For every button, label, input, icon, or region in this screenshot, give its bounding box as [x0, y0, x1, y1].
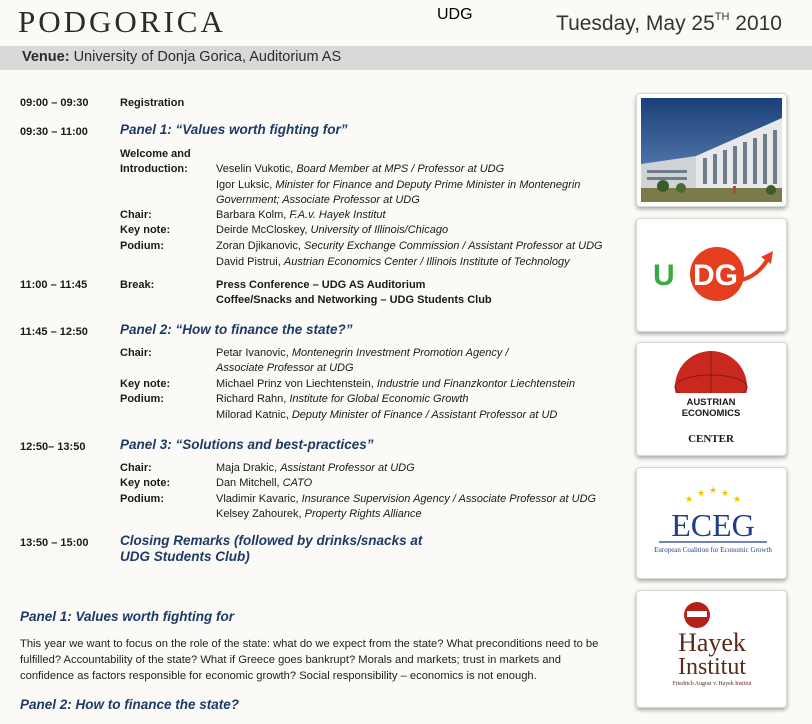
eceg-logo-card — [636, 467, 787, 579]
time-panel3: 12:50– 13:50 — [20, 441, 86, 453]
speaker-name: Deirde McCloskey, — [216, 224, 311, 236]
closing-title-2: UDG Students Club) — [120, 549, 250, 564]
speaker-name: Maja Drakic, — [216, 462, 281, 474]
speaker-role: Industrie und Finanzkontor Liechtenstein — [376, 378, 575, 390]
podium2-speaker-b — [216, 408, 557, 423]
time-panel1: 09:30 – 11:00 — [20, 126, 88, 138]
speaker-role: Associate Professor at UDG — [216, 362, 354, 374]
podium1-speaker-b — [216, 255, 570, 270]
speaker-role: University of Illinois/Chicago — [310, 224, 449, 236]
hayek-institut-card — [636, 590, 787, 708]
eceg-subtitle: European Coalition for Economic Growth — [654, 546, 772, 554]
podium3-speaker-a — [216, 492, 596, 507]
speaker-role: Assistant Professor at UDG — [280, 462, 415, 474]
time-panel2: 11:45 – 12:50 — [20, 326, 88, 338]
speaker-name: Dan Mitchell, — [216, 477, 283, 489]
svg-text:★: ★ — [733, 495, 742, 505]
aec-line-3: CENTER — [688, 433, 734, 445]
speaker-role: Minister for Finance and Deputy Prime Minister in Montenegrin — [275, 179, 581, 191]
chair1-speaker — [216, 208, 386, 223]
registration-label: Registration — [120, 97, 185, 109]
speaker-vukotic — [216, 162, 504, 177]
campus-photo — [641, 98, 782, 202]
speaker-name: Vladimir Kavaric, — [216, 493, 302, 505]
welcome-label-1: Welcome and — [120, 148, 191, 160]
panel3-title: Panel 3: “Solutions and best-practices” — [120, 437, 374, 452]
speaker-role: F.A.v. Hayek Institut — [289, 209, 386, 221]
hayek-full-name: Friedrich August v. Hayek Institut — [672, 681, 752, 687]
closing-title-1: Closing Remarks (followed by drinks/snacks at — [120, 533, 423, 548]
hayek-subtitle: Institut — [677, 654, 747, 680]
chair2-role-cont — [216, 361, 354, 376]
speaker-name: David Pistrui, — [216, 256, 284, 268]
podium1-speaker-a — [216, 239, 603, 254]
speaker-name: Richard Rahn, — [216, 393, 290, 405]
speaker-name: Petar Ivanovic, — [216, 347, 292, 359]
panel2-description-heading: Panel 2: How to finance the state? — [20, 697, 240, 712]
chair3-speaker — [216, 461, 415, 476]
panel1-description-heading: Panel 1: Values worth fighting for — [20, 609, 235, 624]
venue-text: University of Donja Gorica, Auditorium AS — [69, 49, 342, 65]
chair2-label: Chair: — [120, 347, 152, 359]
time-registration: 09:00 – 09:30 — [20, 97, 89, 109]
panel1-title: Panel 1: “Values worth fighting for” — [120, 122, 348, 137]
udg-logo-u: U — [653, 259, 675, 292]
date-text: Tuesday, May 25 — [556, 12, 715, 35]
podium2-label: Podium: — [120, 393, 164, 405]
break-press: Press Conference – UDG AS Auditorium — [216, 279, 426, 291]
chair3-label: Chair: — [120, 462, 152, 474]
podium2-speaker-a — [216, 392, 469, 407]
aec-logo — [637, 343, 786, 455]
eceg-title: ECEG — [671, 507, 755, 543]
speaker-role: Montenegrin Investment Promotion Agency / — [291, 347, 509, 359]
aec-line-2: ECONOMICS — [681, 408, 741, 419]
speaker-role: CATO — [282, 477, 313, 489]
time-break: 11:00 – 11:45 — [20, 279, 88, 291]
break-label: Break: — [120, 279, 155, 291]
svg-text:★: ★ — [709, 486, 718, 496]
keynote2-speaker — [216, 377, 575, 392]
speaker-role: Board Member at MPS / Professor at UDG — [296, 163, 505, 175]
time-closing: 13:50 – 15:00 — [20, 537, 89, 549]
speaker-name: Milorad Katnic, — [216, 409, 292, 421]
date-year: 2010 — [729, 12, 782, 35]
speaker-name: Zoran Djikanovic, — [216, 240, 305, 252]
speaker-role: Insurance Supervision Agency / Associate Professor at UDG — [301, 493, 597, 505]
chair1-label: Chair: — [120, 209, 152, 221]
austrian-economics-center-card — [636, 342, 787, 456]
panel1-description-text: This year we want to focus on the role of the state: what do we expect from the state? What preconditions need to be fulfilled? Accountability of the state? What if Greece goes bankrupt? Morals and markets; trust in markets and confidence as factors responsible for economic growth? Social responsibility – economics is not enough. — [20, 638, 599, 682]
speaker-name: Barbara Kolm, — [216, 209, 290, 221]
hayek-title: Hayek — [678, 628, 746, 657]
svg-text:★: ★ — [685, 495, 694, 505]
svg-text:★: ★ — [697, 489, 706, 499]
speaker-role: Property Rights Alliance — [304, 508, 422, 520]
event-date — [556, 12, 782, 36]
speaker-role: Security Exchange Commission / Assistant Professor at UDG — [304, 240, 603, 252]
keynote3-speaker — [216, 476, 312, 491]
podium3-label: Podium: — [120, 493, 164, 505]
venue-bar — [0, 46, 812, 70]
speaker-name: Veselin Vukotic, — [216, 163, 297, 175]
speaker-name: Kelsey Zahourek, — [216, 508, 305, 520]
city-title: PODGORICA — [18, 4, 226, 39]
eceg-logo — [637, 468, 786, 578]
speaker-role: Government; Associate Professor at UDG — [216, 194, 420, 206]
speaker-name: Michael Prinz von Liechtenstein, — [216, 378, 377, 390]
speaker-role: Austrian Economics Center / Illinois Institute of Technology — [283, 256, 570, 268]
speaker-role: Deputy Minister of Finance / Assistant Professor at UD — [291, 409, 558, 421]
keynote1-speaker — [216, 223, 448, 238]
campus-photo-card — [636, 93, 787, 207]
break-coffee: Coffee/Snacks and Networking – UDG Students Club — [216, 294, 492, 306]
speaker-name: Igor Luksic, — [216, 179, 276, 191]
keynote2-label: Key note: — [120, 378, 171, 390]
keynote1-label: Key note: — [120, 224, 171, 236]
keynote3-label: Key note: — [120, 477, 171, 489]
welcome-label-2: Introduction: — [120, 163, 188, 175]
aec-line-1: AUSTRIAN — [686, 397, 736, 408]
svg-text:★: ★ — [721, 489, 730, 499]
speaker-luksic — [216, 178, 580, 193]
chair2-speaker — [216, 346, 508, 361]
speaker-role: Institute for Global Economic Growth — [289, 393, 469, 405]
udg-logo-dg: DG — [693, 259, 738, 292]
date-suffix: TH — [714, 11, 730, 23]
podium3-speaker-b — [216, 507, 422, 522]
panel2-title: Panel 2: “How to finance the state?” — [120, 322, 353, 337]
speaker-luksic-role-cont — [216, 193, 420, 208]
udg-logo-text: UDG — [437, 6, 473, 23]
hayek-logo — [637, 591, 786, 707]
podium1-label: Podium: — [120, 240, 164, 252]
venue-label: Venue: — [22, 49, 70, 65]
